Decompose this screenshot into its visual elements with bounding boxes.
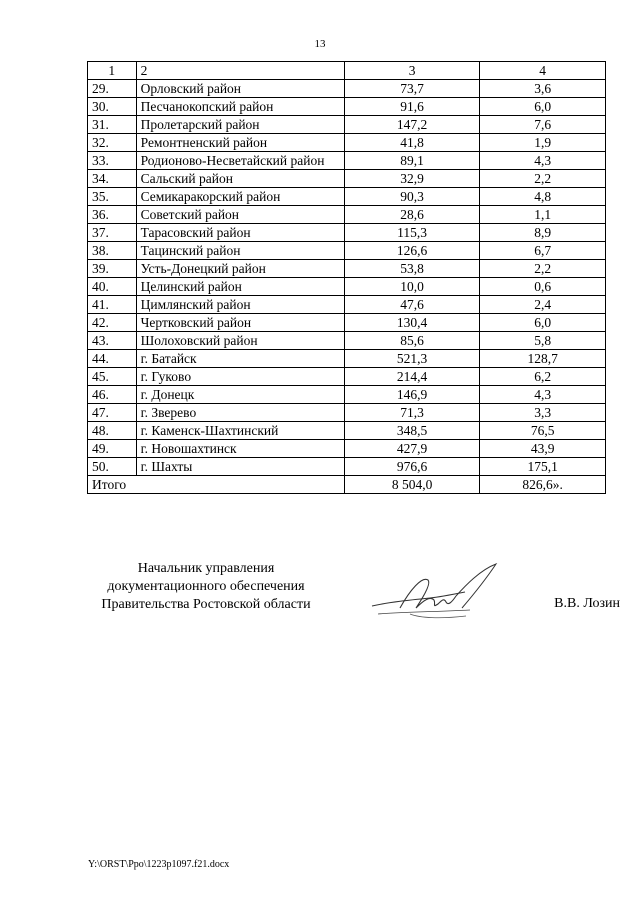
page-number: 13 [314,38,326,50]
signature-title-line: Правительства Ростовской области [101,597,311,612]
row-name: Семикаракорский район [136,188,344,206]
table-row [88,116,606,134]
row-number: 37. [88,224,137,242]
row-number: 48. [88,422,137,440]
row-value-col3: 28,6 [344,206,479,224]
table-row [88,224,606,242]
row-name: Советский район [136,206,344,224]
row-number: 39. [88,260,137,278]
row-value-col4: 6,2 [480,368,606,386]
row-name: Орловский район [136,80,344,98]
row-number: 33. [88,152,137,170]
row-value-col3: 130,4 [344,314,479,332]
row-name: г. Зверево [136,404,344,422]
table-row [88,440,606,458]
row-value-col3: 90,3 [344,188,479,206]
row-number: 32. [88,134,137,152]
row-value-col4: 2,4 [480,296,606,314]
row-name: Ремонтненский район [136,134,344,152]
table-row [88,152,606,170]
row-name: Песчанокопский район [136,98,344,116]
table-header-row [88,62,606,80]
signature-title-line: Начальник управления [137,561,275,576]
row-value-col3: 85,6 [344,332,479,350]
row-number: 36. [88,206,137,224]
table-row [88,386,606,404]
signature-title-line: документационного обеспечения [107,579,305,594]
row-value-col3: 115,3 [344,224,479,242]
row-value-col3: 41,8 [344,134,479,152]
table-row [88,458,606,476]
row-value-col3: 71,3 [344,404,479,422]
table-row [88,260,606,278]
row-number: 29. [88,80,137,98]
table-row [88,206,606,224]
row-value-col4: 76,5 [480,422,606,440]
row-value-col4: 3,6 [480,80,606,98]
table-row [88,170,606,188]
row-name: Цимлянский район [136,296,344,314]
row-value-col3: 89,1 [344,152,479,170]
column-header: 4 [480,62,606,80]
row-number: 35. [88,188,137,206]
row-value-col4: 6,0 [480,314,606,332]
total-row [88,476,606,494]
table-row [88,314,606,332]
row-number: 50. [88,458,137,476]
row-value-col3: 521,3 [344,350,479,368]
row-name: г. Новошахтинск [136,440,344,458]
table-row [88,134,606,152]
row-name: г. Батайск [136,350,344,368]
row-value-col3: 10,0 [344,278,479,296]
signer-name: В.В. Лозин [554,596,620,611]
row-number: 45. [88,368,137,386]
row-value-col4: 8,9 [480,224,606,242]
column-header: 1 [88,62,137,80]
row-number: 49. [88,440,137,458]
row-value-col4: 1,9 [480,134,606,152]
row-value-col3: 976,6 [344,458,479,476]
row-value-col3: 146,9 [344,386,479,404]
data-table [87,61,606,494]
table-body [88,80,606,476]
row-value-col4: 43,9 [480,440,606,458]
row-name: Пролетарский район [136,116,344,134]
row-number: 30. [88,98,137,116]
signature-title-block [86,560,326,614]
row-number: 38. [88,242,137,260]
row-value-col4: 2,2 [480,260,606,278]
row-value-col3: 73,7 [344,80,479,98]
row-name: Тацинский район [136,242,344,260]
row-value-col3: 32,9 [344,170,479,188]
row-number: 44. [88,350,137,368]
table-row [88,98,606,116]
row-value-col3: 53,8 [344,260,479,278]
table-row [88,332,606,350]
row-value-col4: 2,2 [480,170,606,188]
total-value-col4: 826,6». [480,476,606,494]
row-name: Чертковский район [136,314,344,332]
row-name: г. Донецк [136,386,344,404]
row-name: г. Гуково [136,368,344,386]
row-value-col3: 214,4 [344,368,479,386]
row-name: Тарасовский район [136,224,344,242]
column-header: 2 [136,62,344,80]
row-number: 40. [88,278,137,296]
row-value-col3: 348,5 [344,422,479,440]
table-row [88,422,606,440]
row-value-col4: 1,1 [480,206,606,224]
row-value-col4: 6,0 [480,98,606,116]
row-value-col3: 91,6 [344,98,479,116]
row-number: 31. [88,116,137,134]
row-name: г. Каменск-Шахтинский [136,422,344,440]
total-label: Итого [88,476,345,494]
row-value-col4: 0,6 [480,278,606,296]
row-number: 41. [88,296,137,314]
row-value-col4: 6,7 [480,242,606,260]
row-value-col4: 175,1 [480,458,606,476]
row-value-col4: 128,7 [480,350,606,368]
row-name: Шолоховский район [136,332,344,350]
table-row [88,188,606,206]
row-value-col3: 147,2 [344,116,479,134]
table-row [88,350,606,368]
total-value-col3: 8 504,0 [344,476,479,494]
column-header: 3 [344,62,479,80]
table-row [88,80,606,98]
row-name: г. Шахты [136,458,344,476]
row-value-col4: 7,6 [480,116,606,134]
row-number: 43. [88,332,137,350]
row-value-col3: 126,6 [344,242,479,260]
handwritten-signature [370,562,510,626]
row-value-col3: 427,9 [344,440,479,458]
table-row [88,242,606,260]
table-row [88,368,606,386]
row-name: Родионово-Несветайский район [136,152,344,170]
table-row [88,296,606,314]
row-number: 34. [88,170,137,188]
row-number: 46. [88,386,137,404]
table-row [88,404,606,422]
row-value-col3: 47,6 [344,296,479,314]
row-name: Сальский район [136,170,344,188]
file-path: Y:\ORST\Ppo\1223p1097.f21.docx [88,859,230,870]
row-number: 47. [88,404,137,422]
row-value-col4: 4,8 [480,188,606,206]
row-value-col4: 4,3 [480,152,606,170]
row-number: 42. [88,314,137,332]
row-name: Целинский район [136,278,344,296]
row-name: Усть-Донецкий район [136,260,344,278]
table-row [88,278,606,296]
row-value-col4: 3,3 [480,404,606,422]
row-value-col4: 4,3 [480,386,606,404]
row-value-col4: 5,8 [480,332,606,350]
